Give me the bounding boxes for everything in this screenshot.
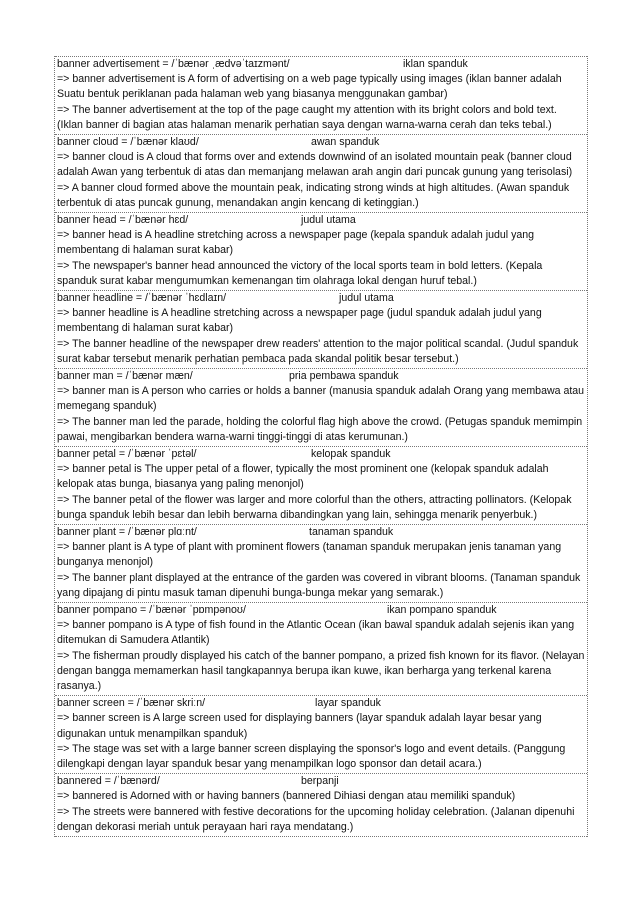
definition: => banner pompano is A type of fish found in the Atlantic Ocean (ikan bawal spanduk adalah sejenis ikan yang ditemukan di Samudera Atlantik) [57,619,575,647]
definition: => banner screen is A large screen used for displaying banners (layar spanduk adalah layar besar yang digunakan untuk menampilkan spanduk) [57,712,542,740]
translation: awan spanduk [311,136,380,148]
example: => The fisherman proudly displayed his catch of the banner pompano, a prized fish known for its flavor. (Nelayan dengan bangga memamerkan hasil tangkapannya berupa ikan kuwe, ikan berharga yang terkenal karena rasanya.) [57,649,585,692]
definition: => banner petal is The upper petal of a flower, typically the most prominent one (kelopak spanduk adalah kelopak atas bunga, biasanya yang paling menonjol) [57,463,549,491]
headword: banner screen = /ˈbænər skriːn/ [57,697,206,710]
entry-banner-screen [55,695,587,773]
example: => The banner advertisement at the top of the page caught my attention with its bright colors and bold text. (Iklan banner di bagian atas halaman menarik perhatian saya dengan warna-warna cerah dan teks tebal.) [57,103,557,131]
vocabulary-list [54,56,588,837]
entry-banner-advertisement [55,56,587,134]
translation: kelopak spanduk [311,448,391,460]
translation: berpanji [301,775,339,788]
entry-header [57,525,585,540]
example: => A banner cloud formed above the mountain peak, indicating strong winds at high altitudes. (Awan spanduk terbentuk di atas puncak gunung, menandakan angin kencang di ketinggian.) [57,181,570,209]
headword: banner cloud = /ˈbænər klaʊd/ [57,136,199,148]
headword: banner plant = /ˈbænər plɑːnt/ [57,526,197,538]
entry-banner-cloud [55,134,587,212]
entry-banner-plant [55,524,587,602]
translation: ikan pompano spanduk [387,604,497,616]
translation: judul utama [301,214,356,226]
entry-header [57,57,585,72]
translation: layar spanduk [315,697,381,710]
definition: => banner plant is A type of plant with prominent flowers (tanaman spanduk merupakan jenis tanaman yang bunganya menonjol) [57,541,562,569]
definition: => bannered is Adorned with or having banners (bannered Dihiasi dengan atau memiliki spanduk) [57,790,516,803]
definition: => banner cloud is A cloud that forms over and extends downwind of an isolated mountain peak (banner cloud adalah Awan yang terbentuk di atas dan memanjang melawan arah angin dari puncak gunung yang terisolasi) [57,151,573,179]
headword: banner man = /ˈbænər mæn/ [57,370,193,382]
example: => The banner man led the parade, holding the colorful flag high above the crowd. (Petugas spanduk memimpin pawai, mengibarkan bendera warna-warni tinggi-tinggi di atas kerumunan.) [57,415,583,443]
entry-header [57,213,585,228]
entry-banner-headline [55,290,587,368]
translation: tanaman spanduk [309,526,394,538]
entry-banner-man [55,368,587,446]
example: => The banner plant displayed at the entrance of the garden was covered in vibrant blooms. (Tanaman spanduk yang dipajang di pintu masuk taman dipenuhi bunga-bunga mekar yang semarak.) [57,571,581,599]
translation: judul utama [339,292,394,304]
entry-header [57,291,585,306]
entry-header [57,369,585,384]
headword: banner petal = /ˈbænər ˈpɛtəl/ [57,448,197,460]
entry-header [57,447,585,462]
entry-header [57,696,585,711]
example: => The banner headline of the newspaper drew readers' attention to the major political scandal. (Judul spanduk surat kabar tersebut menarik perhatian pembaca pada skandal politik besar tersebut.) [57,337,579,365]
definition: => banner headline is A headline stretching across a newspaper page (judul spanduk adalah judul yang membentang di halaman surat kabar) [57,307,542,335]
definition: => banner man is A person who carries or holds a banner (manusia spanduk adalah Orang yang membawa atau memegang spanduk) [57,385,585,413]
entry-banner-head [55,212,587,290]
definition: => banner head is A headline stretching across a newspaper page (kepala spanduk adalah judul yang membentang di halaman surat kabar) [57,229,535,257]
headword: banner pompano = /ˈbænər ˈpɒmpənoʊ/ [57,604,246,616]
headword: banner head = /ˈbænər hɛd/ [57,214,189,226]
example: => The newspaper's banner head announced the victory of the local sports team in bold letters. (Kepala spanduk surat kabar mengumumkan kemenangan tim olahraga lokal dengan huruf tebal.) [57,259,543,287]
headword: bannered = /ˈbænərd/ [57,775,160,788]
example: => The streets were bannered with festive decorations for the upcoming holiday celebration. (Jalanan dipenuhi dengan dekorasi meriah untuk perayaan hari raya mendatang.) [57,805,575,833]
entry-header [57,774,585,789]
definition: => banner advertisement is A form of advertising on a web page typically using images (iklan banner adalah Suatu bentuk periklanan pada halaman web yang biasanya menggunakan gambar) [57,73,562,101]
entry-header [57,603,585,618]
entry-banner-petal [55,446,587,524]
translation: iklan spanduk [403,58,468,70]
entry-header [57,135,585,150]
entry-banner-pompano [55,602,587,695]
example: => The stage was set with a large banner screen displaying the sponsor's logo and event details. (Panggung dilengkapi dengan layar spanduk besar yang menampilkan logo sponsor dan detail acara.) [57,742,566,770]
translation: pria pembawa spanduk [289,370,399,382]
headword: banner headline = /ˈbænər ˈhɛdlaɪn/ [57,292,227,304]
example: => The banner petal of the flower was larger and more colorful than the others, attracting pollinators. (Kelopak bunga spanduk lebih besar dan lebih berwarna dibandingkan yang lain, sehingga menarik penyerbuk.) [57,493,572,521]
entry-bannered [55,773,587,837]
headword: banner advertisement = /ˈbænər ˌædvəˈtaɪzmənt/ [57,58,290,70]
